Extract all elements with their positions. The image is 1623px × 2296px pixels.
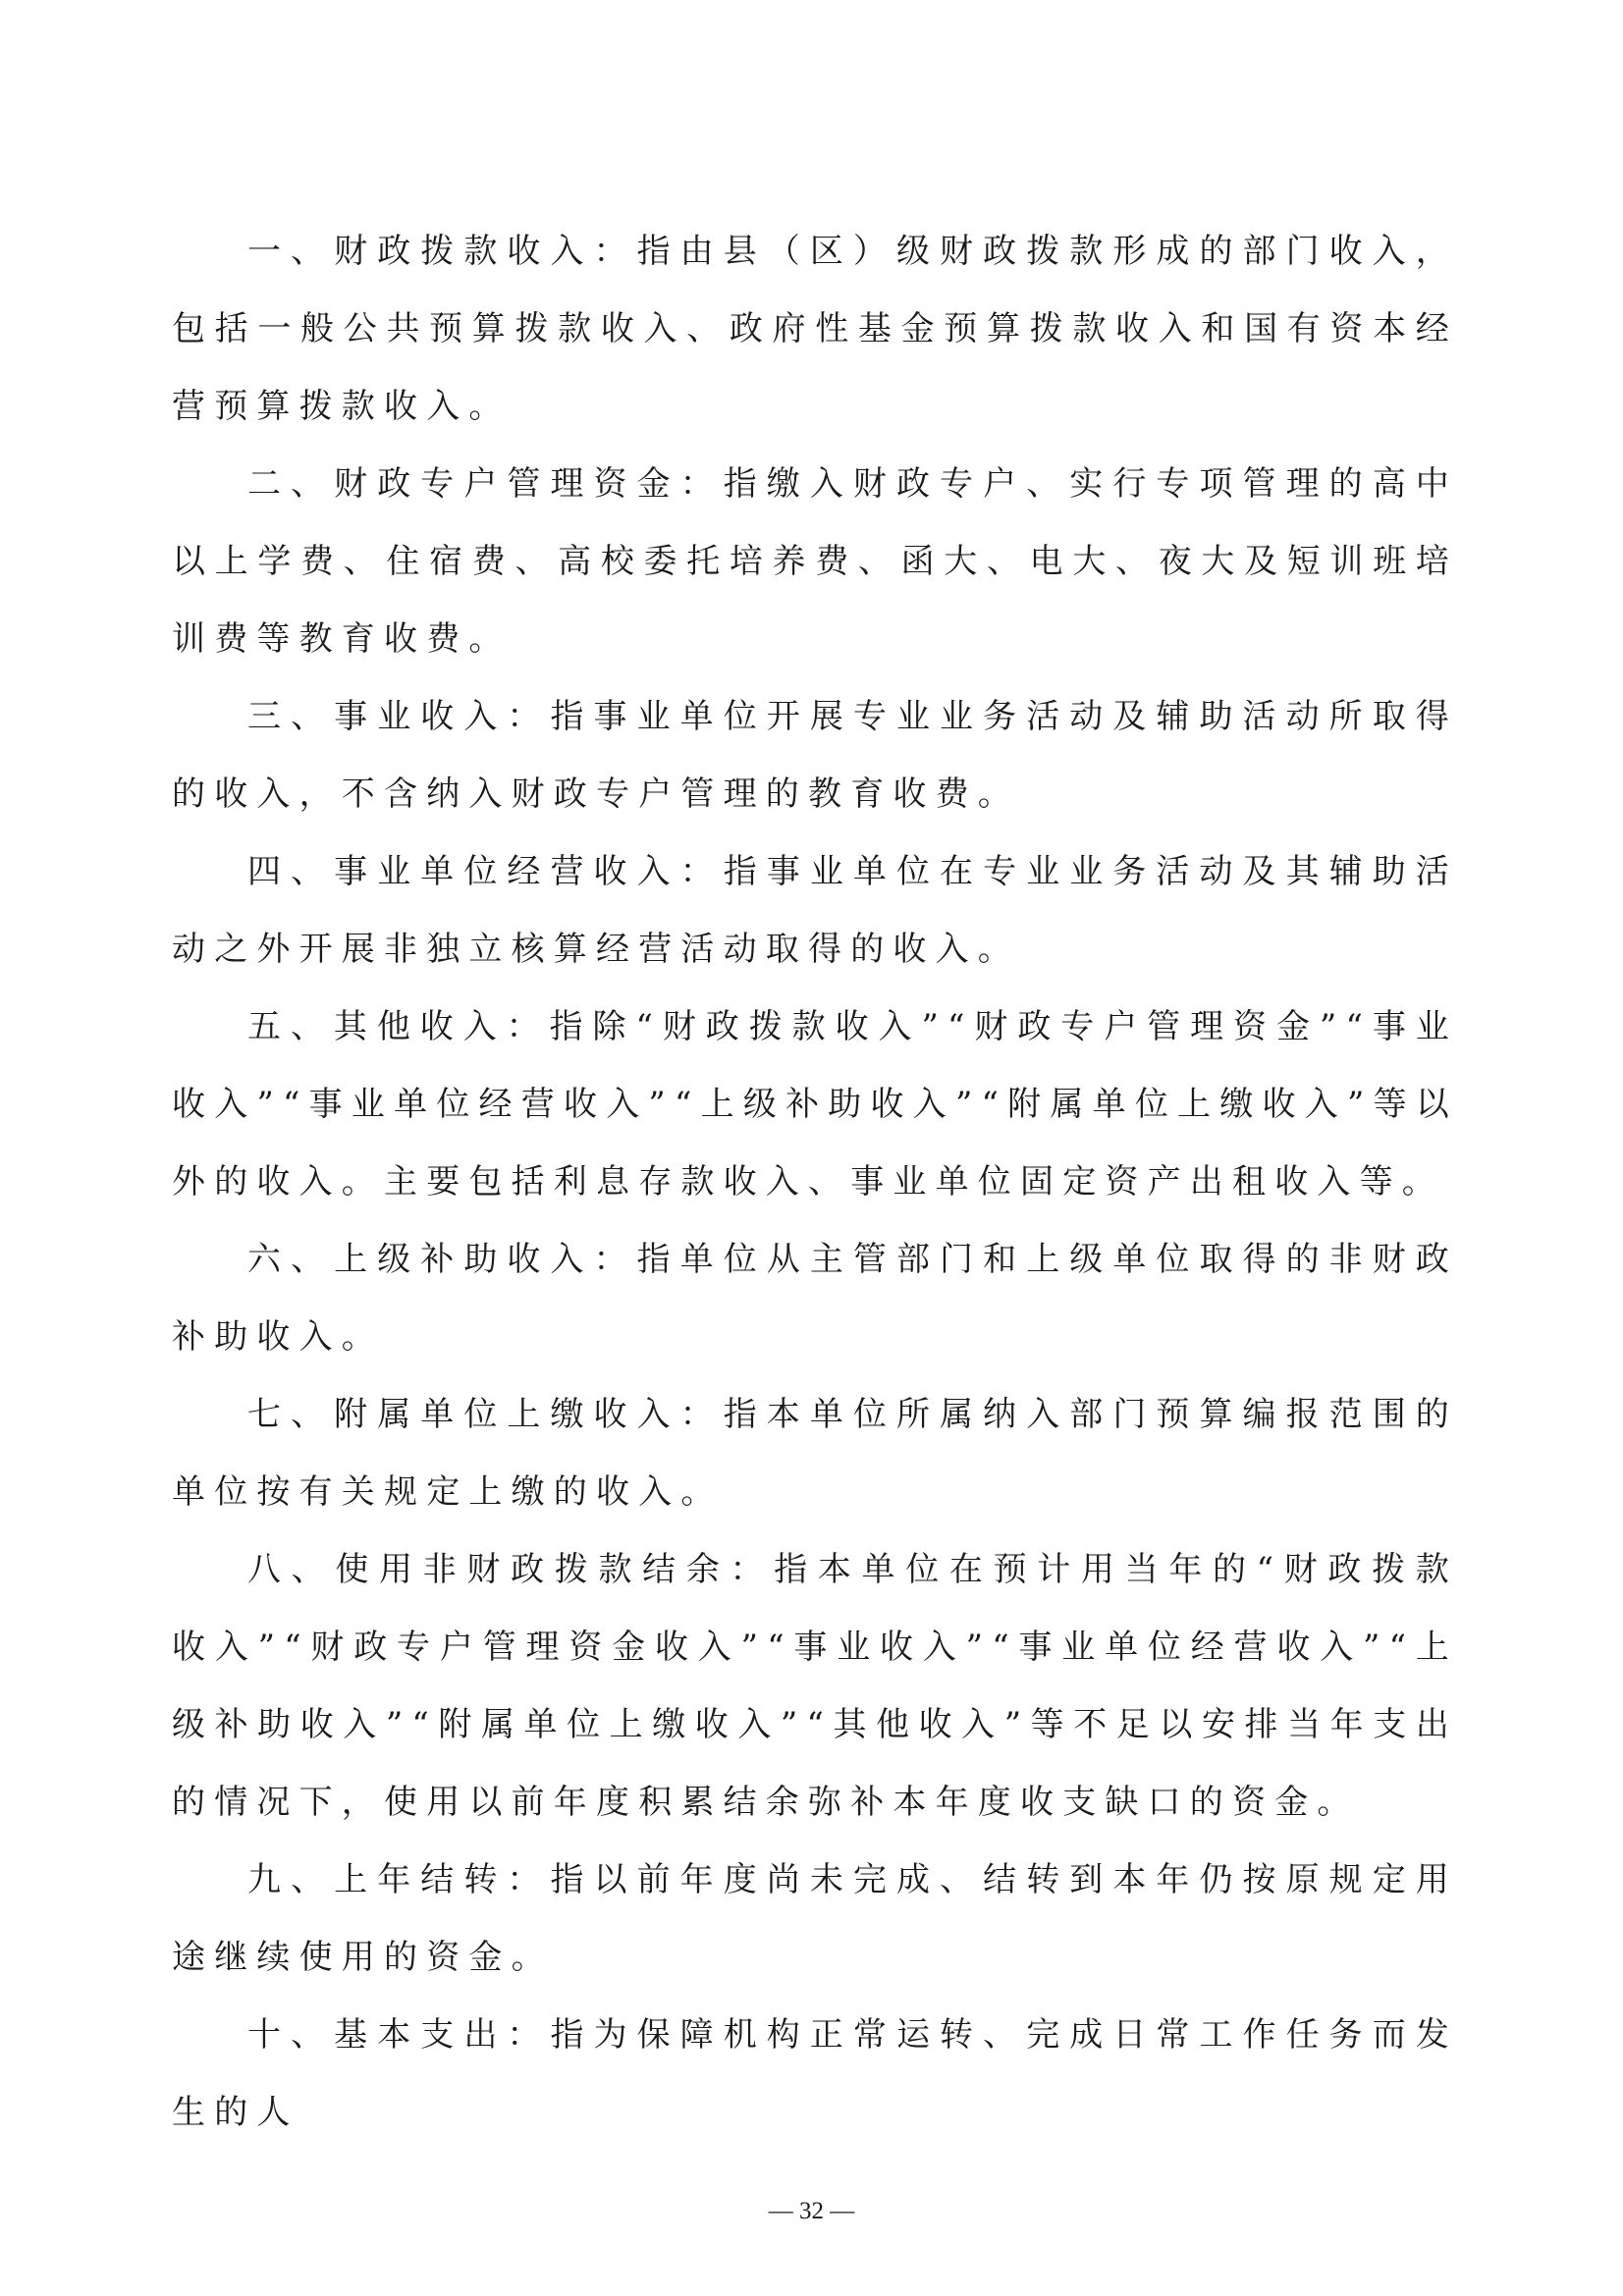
paragraph-non-fiscal-balance: 八、使用非财政拨款结余：指本单位在预计用当年的“财政拨款收入”“财政专户管理资金收入”“事业收入”“事业单位经营收入”“上级补助收入”“附属单位上缴收入”“其他收入”等不足以安排当年支出的情况下，使用以前年度积累结余弥补本年度收支缺口的资金。 <box>172 1550 1458 1822</box>
paragraph-prior-year-carryover: 九、上年结转：指以前年度尚未完成、结转到本年仍按原规定用途继续使用的资金。 <box>172 1860 1458 1977</box>
paragraph-other-income: 五、其他收入：指除“财政拨款收入”“财政专户管理资金”“事业收入”“事业单位经营收入”“上级补助收入”“附属单位上缴收入”等以外的收入。主要包括利息存款收入、事业单位固定资产出租收入等。 <box>172 1007 1458 1201</box>
page-number: — 32 — <box>768 2198 855 2224</box>
paragraph-business-income: 三、事业收入：指事业单位开展专业业务活动及辅助活动所取得的收入，不含纳入财政专户管理的教育收费。 <box>172 697 1458 814</box>
paragraph-basic-expenditure: 十、基本支出：指为保障机构正常运转、完成日常工作任务而发生的人 <box>172 2015 1458 2132</box>
paragraph-fiscal-appropriation-income: 一、财政拨款收入：指由县（区）级财政拨款形成的部门收入，包括一般公共预算拨款收入、政府性基金预算拨款收入和国有资本经营预算拨款收入。 <box>172 232 1458 426</box>
paragraph-operating-income: 四、事业单位经营收入：指事业单位在专业业务活动及其辅助活动之外开展非独立核算经营活动取得的收入。 <box>172 852 1458 969</box>
body-text <box>172 213 1458 2152</box>
paragraph-affiliated-unit-income: 七、附属单位上缴收入：指本单位所属纳入部门预算编报范围的单位按有关规定上缴的收入。 <box>172 1395 1458 1512</box>
paragraph-fiscal-special-account-funds: 二、财政专户管理资金：指缴入财政专户、实行专项管理的高中以上学费、住宿费、高校委托培养费、函大、电大、夜大及短训班培训费等教育收费。 <box>172 464 1458 659</box>
paragraph-superior-subsidy-income: 六、上级补助收入：指单位从主管部门和上级单位取得的非财政补助收入。 <box>172 1240 1458 1357</box>
